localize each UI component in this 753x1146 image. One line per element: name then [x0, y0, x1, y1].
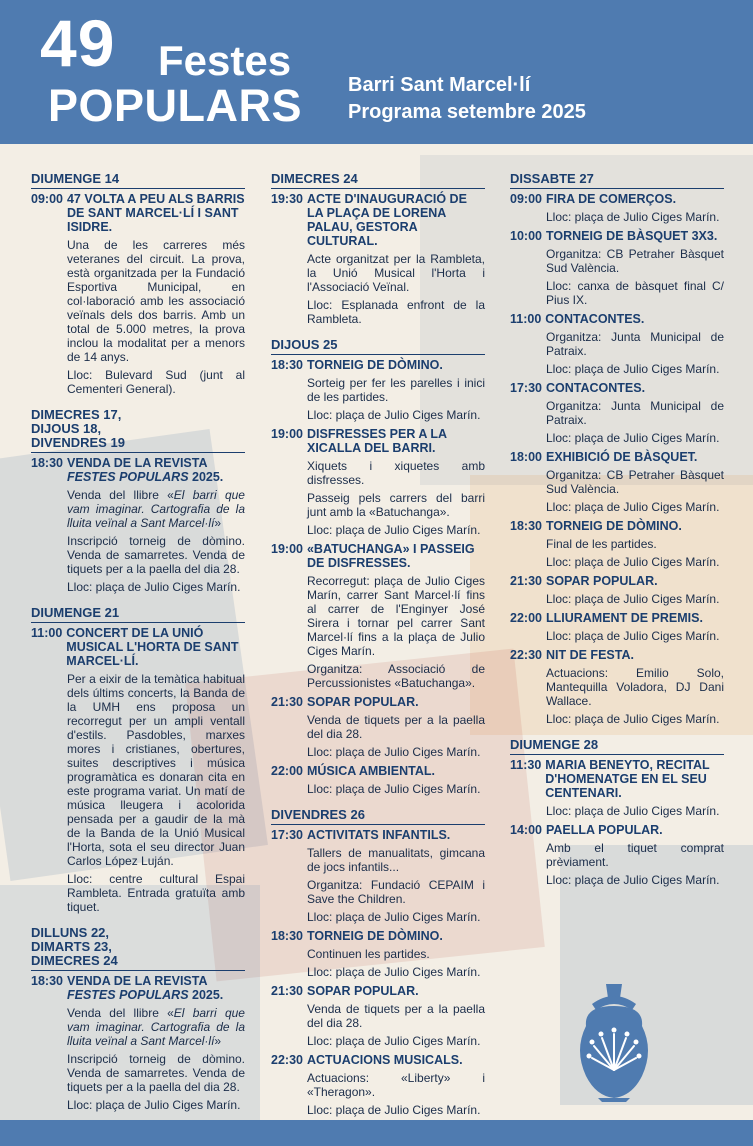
event — [271, 358, 485, 422]
title-part: VENDA DE LA REVISTA — [66, 974, 208, 988]
event-place: Lloc: canxa de bàsquet final C/ Pius IX. — [546, 279, 724, 307]
event-time: 18:30 — [271, 358, 303, 372]
day-heading: DIUMENGE 14 — [31, 172, 245, 189]
event — [271, 695, 485, 759]
event-title: CONTACONTES. — [545, 312, 645, 326]
event-title: DISFRESSES PER A LA XICALLA DEL BARRI. — [306, 427, 447, 455]
event-text: Una de les carreres més veteranes del circuit. La prova, està organitzada per la Fundació Esportiva Municipal, en col·laboració amb les associació veïnals dels dos barris. Amb un total de 5.000 metres, la prova inclou la modalitat per a menors de 14 anys. — [67, 238, 245, 364]
text-part: Venda del llibre « — [67, 488, 174, 502]
day-heading: DISSABTE 27 — [510, 172, 724, 189]
event-title: «BATUCHANGA» I PASSEIG DE DISFRESSES. — [306, 542, 475, 570]
event — [31, 974, 245, 1112]
day-heading: DIMECRES 24 — [271, 172, 485, 189]
day-line: DILLUNS 22, — [31, 925, 110, 940]
event — [271, 542, 485, 690]
event-place: Lloc: plaça de Julio Ciges Marín. — [546, 555, 720, 569]
title-part: FESTES POPULARS — [66, 470, 189, 484]
event-place: Lloc: plaça de Julio Ciges Marín. — [307, 408, 481, 422]
column-1 — [31, 172, 245, 1117]
event-text: Xiquets i xiquetes amb disfresses. — [307, 459, 485, 487]
day-line: DIVENDRES 19 — [31, 435, 125, 450]
event-place: Lloc: plaça de Julio Ciges Marín. — [67, 1098, 241, 1112]
title-part: 2025. — [188, 988, 224, 1002]
event-title: SOPAR POPULAR. — [306, 984, 419, 998]
event-title: CONTACONTES. — [545, 381, 646, 395]
event — [510, 758, 724, 818]
text-part: » — [214, 516, 222, 530]
event-time: 09:00 — [510, 192, 542, 206]
book-title: El barri que vam imaginar. Cartografia de la lluita veïnal a Sant Marcel·lí — [67, 1006, 245, 1048]
event-text: Organitza: CB Petraher Bàsquet Sud València. — [546, 247, 724, 275]
event-text: Actuacions: Emilio Solo, Mantequilla Voladora, DJ Dani Wallace. — [546, 666, 724, 708]
event — [510, 192, 724, 224]
event-time: 22:30 — [510, 648, 542, 662]
event-place: Lloc: plaça de Julio Ciges Marín. — [307, 965, 481, 979]
event-text: Recorregut: plaça de Julio Ciges Marín, carrer Sant Marcel·lí fins al carrer de l'Enginyer José Sirera i tornar pel carrer Sant Marcel·lí fins a la plaça de Julio Ciges Marín. — [307, 574, 485, 658]
event-time: 18:30 — [510, 519, 542, 533]
event-text: Organitza: CB Petraher Bàsquet Sud València. — [546, 468, 724, 496]
edition-number: 49 — [40, 6, 116, 80]
event — [271, 984, 485, 1048]
event-place: Lloc: plaça de Julio Ciges Marín. — [546, 592, 720, 606]
event-text: Passeig pels carrers del barri junt amb la «Batuchanga». — [307, 491, 485, 519]
event-text: Inscripció torneig de dòmino. Venda de samarretes. Venda de tiquets per a la paella del dia 28. — [67, 1052, 245, 1094]
event-time: 21:30 — [271, 984, 303, 998]
event-place: Lloc: centre cultural Espai Rambleta. Entrada gratuïta amb tiquet. — [67, 872, 245, 914]
event-place: Lloc: plaça de Julio Ciges Marín. — [546, 629, 720, 643]
event — [510, 312, 724, 376]
event-text: Tallers de manualitats, gimcana de jocs infantils... — [307, 846, 485, 874]
event-title: NIT DE FESTA. — [545, 648, 634, 662]
day-line: DIMARTS 23, — [31, 939, 112, 954]
event — [31, 456, 245, 594]
event-title: LLIURAMENT DE PREMIS. — [545, 611, 703, 625]
event-text: Amb el tiquet comprat prèviament. — [546, 841, 724, 869]
event-place: Lloc: plaça de Julio Ciges Marín. — [546, 362, 720, 376]
title-populars: POPULARS — [48, 80, 303, 131]
title-part: 2025. — [188, 470, 224, 484]
event-text: Per a eixir de la temàtica habitual dels últims concerts, la Banda de la UMH ens proposa un recorregut per un ampli ventall d'estils. Pasdobles, marxes mores i cristianes, obertures, suites descriptives i música programàtica es donaran cita en este programa variat. Un matí de música lleugera i acolorida pensada per a gaudir de la mà de la Banda de la Unió Musical l'Horta, sota el seu director Juan Carlos López Luján. — [67, 672, 245, 868]
event — [510, 574, 724, 606]
event-time: 10:00 — [510, 229, 542, 243]
event — [510, 229, 724, 307]
event-title — [67, 974, 245, 1002]
event-place: Lloc: plaça de Julio Ciges Marín. — [546, 500, 720, 514]
event-place: Lloc: plaça de Julio Ciges Marín. — [546, 712, 720, 726]
event-title: SOPAR POPULAR. — [545, 574, 658, 588]
event-text — [67, 488, 245, 530]
event-time: 21:30 — [510, 574, 542, 588]
event — [271, 764, 485, 796]
day-heading: DIVENDRES 26 — [271, 808, 485, 825]
event-text: Acte organitzat per la Rambleta, la Unió Musical l'Horta i l'Associació Veïnal. — [307, 252, 485, 294]
book-title: El barri que vam imaginar. Cartografia de la lluita veïnal a Sant Marcel·lí — [67, 488, 245, 530]
event-time: 18:30 — [271, 929, 303, 943]
event-text: Continuen les partides. — [307, 947, 430, 961]
event-place: Lloc: plaça de Julio Ciges Marín. — [546, 431, 720, 445]
event-text: Organitza: Junta Municipal de Patraix. — [546, 330, 724, 358]
event-title: ACTUACIONS MUSICALS. — [306, 1053, 463, 1067]
event — [510, 648, 724, 726]
event-title: MÚSICA AMBIENTAL. — [306, 764, 435, 778]
event-time: 22:30 — [271, 1053, 303, 1067]
event-time: 17:30 — [271, 828, 303, 842]
event-title: TORNEIG DE BÀSQUET 3X3. — [545, 229, 718, 243]
text-part: Venda del llibre « — [67, 1006, 174, 1020]
day-line: DIMECRES 24 — [31, 953, 118, 968]
event-place: Lloc: plaça de Julio Ciges Marín. — [546, 873, 720, 887]
event-time: 11:30 — [510, 758, 542, 772]
event-time: 19:00 — [271, 542, 303, 556]
event-time: 22:00 — [510, 611, 542, 625]
event-place: Lloc: plaça de Julio Ciges Marín. — [307, 745, 481, 759]
event — [510, 381, 724, 445]
event-time: 11:00 — [31, 626, 63, 640]
event-time: 19:00 — [271, 427, 303, 441]
event-place: Lloc: Bulevard Sud (junt al Cementeri General). — [67, 368, 245, 396]
title-banner — [0, 0, 753, 144]
event-time: 21:30 — [271, 695, 303, 709]
event-title: 47 VOLTA A PEU ALS BARRIS DE SANT MARCEL·LÍ I SANT ISIDRE. — [66, 192, 245, 234]
day-heading: DIJOUS 25 — [271, 338, 485, 355]
event-time: 09:00 — [31, 192, 63, 206]
event — [271, 192, 485, 326]
event — [271, 929, 485, 979]
event — [510, 823, 724, 887]
event-place: Lloc: plaça de Julio Ciges Marín. — [307, 782, 481, 796]
event-place: Lloc: Esplanada enfront de la Rambleta. — [307, 298, 485, 326]
column-2 — [271, 172, 485, 1122]
event-title — [67, 456, 245, 484]
event-time: 18:30 — [31, 974, 63, 988]
event-place: Lloc: plaça de Julio Ciges Marín. — [67, 580, 241, 594]
event-title: ACTIVITATS INFANTILS. — [306, 828, 451, 842]
event-time: 18:00 — [510, 450, 542, 464]
event-title: TORNEIG DE DÒMINO. — [545, 519, 682, 533]
event-title: CONCERT DE LA UNIÓ MUSICAL L'HORTA DE SANT MARCEL·LÍ. — [66, 626, 239, 668]
event-text: Organitza: Fundació CEPAIM i Save the Children. — [307, 878, 485, 906]
event-time: 14:00 — [510, 823, 542, 837]
event-text: Organitza: Associació de Percussionistes «Batuchanga». — [307, 662, 485, 690]
event-place: Lloc: plaça de Julio Ciges Marín. — [546, 210, 720, 224]
event-time: 17:30 — [510, 381, 542, 395]
event — [510, 611, 724, 643]
day-heading: DIUMENGE 21 — [31, 606, 245, 623]
event — [271, 1053, 485, 1117]
day-line: DIMECRES 17, — [31, 407, 122, 422]
subtitle-programme: Programa setembre 2025 — [348, 101, 586, 123]
event — [510, 450, 724, 514]
title-part: FESTES POPULARS — [66, 988, 189, 1002]
event-title: MARIA BENEYTO, RECITAL D'HOMENATGE EN EL SEU CENTENARI. — [545, 758, 710, 800]
event-place: Lloc: plaça de Julio Ciges Marín. — [307, 523, 481, 537]
day-heading — [31, 926, 245, 971]
event-text: Final de les partides. — [546, 537, 657, 551]
event-text: Actuacions: «Liberty» i «Theragon». — [307, 1071, 485, 1099]
event — [271, 828, 485, 924]
event-title: FIRA DE COMERÇOS. — [545, 192, 677, 206]
event-place: Lloc: plaça de Julio Ciges Marín. — [546, 804, 720, 818]
title-festes: Festes — [158, 37, 292, 84]
event — [31, 192, 245, 396]
event — [31, 626, 245, 914]
event-text: Venda de tiquets per a la paella del dia 28. — [307, 713, 485, 741]
event-place: Lloc: plaça de Julio Ciges Marín. — [307, 910, 481, 924]
event-time: 11:00 — [510, 312, 542, 326]
footer-band — [0, 1120, 753, 1146]
title-part: VENDA DE LA REVISTA — [66, 456, 208, 470]
event-title: EXHIBICIÓ DE BÀSQUET. — [545, 450, 698, 464]
event-title: SOPAR POPULAR. — [306, 695, 419, 709]
event-text: Sorteig per fer les parelles i inici de les partides. — [307, 376, 485, 404]
event-text — [67, 1006, 245, 1048]
subtitle-neighbourhood: Barri Sant Marcel·lí — [348, 74, 531, 96]
event-place: Lloc: plaça de Julio Ciges Marín. — [307, 1034, 481, 1048]
event-title: ACTE D'INAUGURACIÓ DE LA PLAÇA DE LORENA PALAU, GESTORA CULTURAL. — [306, 192, 467, 248]
text-part: » — [214, 1034, 222, 1048]
botijo-icon — [572, 980, 656, 1104]
column-3 — [510, 172, 724, 892]
event-place: Lloc: plaça de Julio Ciges Marín. — [307, 1103, 481, 1117]
event-title: PAELLA POPULAR. — [545, 823, 663, 837]
event — [271, 427, 485, 537]
event-title: TORNEIG DE DÒMINO. — [306, 929, 443, 943]
day-heading — [31, 408, 245, 453]
event-time: 19:30 — [271, 192, 303, 206]
event-title: TORNEIG DE DÒMINO. — [306, 358, 443, 372]
event-text: Organitza: Junta Municipal de Patraix. — [546, 399, 724, 427]
event-time: 22:00 — [271, 764, 303, 778]
event-text: Inscripció torneig de dòmino. Venda de samarretes. Venda de tiquets per a la paella del dia 28. — [67, 534, 245, 576]
day-heading: DIUMENGE 28 — [510, 738, 724, 755]
day-line: DIJOUS 18, — [31, 421, 102, 436]
event-text: Venda de tiquets per a la paella del dia 28. — [307, 1002, 485, 1030]
event-time: 18:30 — [31, 456, 63, 470]
event — [510, 519, 724, 569]
